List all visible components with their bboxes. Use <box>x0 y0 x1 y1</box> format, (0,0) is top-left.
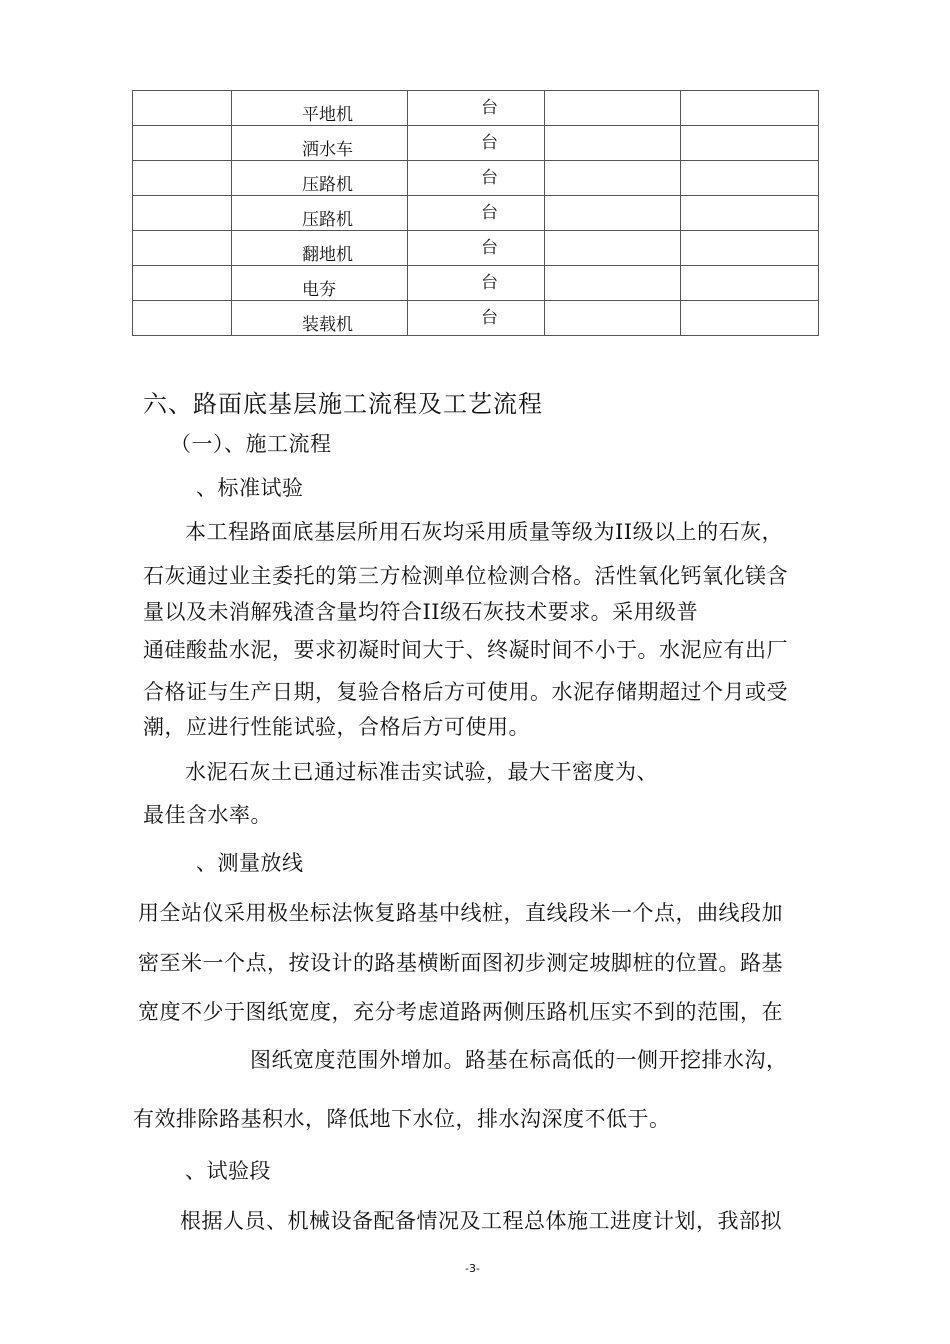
paragraph-line: 宽度不少于图纸宽度，充分考虑道路两侧压路机压实不到的范围，在 <box>138 1000 783 1024</box>
paragraph-line: 本工程路面底基层所用石灰均采用质量等级为II级以上的石灰， <box>185 520 784 544</box>
table-cell-note <box>681 126 819 161</box>
table-row <box>133 91 819 126</box>
paragraph-line: 密至米一个点，按设计的路基横断面图初步测定坡脚桩的位置。路基 <box>138 951 783 975</box>
table-row <box>133 196 819 231</box>
table-cell-note <box>681 301 819 336</box>
table-cell-name <box>232 161 408 196</box>
table-cell-no <box>133 301 232 336</box>
paragraph-line: 量以及未消解残渣含量均符合II级石灰技术要求。采用级普 <box>143 600 699 624</box>
page-number: -3- <box>465 1262 480 1275</box>
cell-text: 台 <box>481 237 498 258</box>
table-cell-qty <box>545 301 681 336</box>
cell-text: 翻地机 <box>302 244 353 265</box>
item-title-standard-test: 、标准试验 <box>196 476 304 500</box>
table-cell-name <box>232 231 408 266</box>
cell-text: 电夯 <box>302 279 336 300</box>
subsection-title: （一）、施工流程 <box>170 432 332 456</box>
cell-text: 台 <box>481 167 498 188</box>
table-cell-qty <box>545 196 681 231</box>
table-cell-unit <box>408 91 545 126</box>
paragraph-line: 水泥石灰土已通过标准击实试验，最大干密度为、 <box>185 760 658 784</box>
table-row <box>133 161 819 196</box>
cell-text: 洒水车 <box>302 139 353 160</box>
table-cell-note <box>681 266 819 301</box>
table-cell-name <box>232 126 408 161</box>
table-cell-note <box>681 161 819 196</box>
paragraph-line: 根据人员、机械设备配备情况及工程总体施工进度计划，我部拟 <box>180 1209 782 1233</box>
table-cell-name <box>232 196 408 231</box>
cell-text: 台 <box>481 272 498 293</box>
cell-text: 台 <box>481 202 498 223</box>
cell-text: 台 <box>481 97 498 118</box>
table-cell-note <box>681 196 819 231</box>
section-title: 六、路面底基层施工流程及工艺流程 <box>143 390 543 418</box>
table-row <box>133 266 819 301</box>
paragraph-line: 图纸宽度范围外增加。路基在标高低的一侧开挖排水沟， <box>250 1048 788 1072</box>
table-cell-qty <box>545 231 681 266</box>
table-row <box>133 231 819 266</box>
cell-text: 平地机 <box>302 104 353 125</box>
paragraph-line: 用全站仪采用极坐标法恢复路基中线桩，直线段米一个点，曲线段加 <box>138 901 783 925</box>
table-cell-no <box>133 196 232 231</box>
table-cell-unit <box>408 161 545 196</box>
cell-text: 台 <box>481 307 498 328</box>
table-cell-no <box>133 126 232 161</box>
table-row <box>133 301 819 336</box>
cell-text: 压路机 <box>302 209 353 230</box>
table-cell-qty <box>545 161 681 196</box>
item-title-survey: 、测量放线 <box>196 851 304 875</box>
table-cell-name <box>232 91 408 126</box>
paragraph-line: 石灰通过业主委托的第三方检测单位检测合格。活性氧化钙氧化镁含 <box>143 564 788 588</box>
table-cell-qty <box>545 266 681 301</box>
paragraph-line: 有效排除路基积水，降低地下水位，排水沟深度不低于。 <box>133 1107 671 1131</box>
table-cell-name <box>232 301 408 336</box>
paragraph-line: 最佳含水率。 <box>143 803 272 827</box>
table-cell-unit <box>408 231 545 266</box>
table-cell-no <box>133 231 232 266</box>
table-row <box>133 126 819 161</box>
equipment-table-body <box>133 91 819 336</box>
table-cell-unit <box>408 126 545 161</box>
table-cell-qty <box>545 91 681 126</box>
paragraph-line: 潮，应进行性能试验，合格后方可使用。 <box>143 715 530 739</box>
cell-text: 压路机 <box>302 174 353 195</box>
table-cell-note <box>681 91 819 126</box>
table-cell-unit <box>408 266 545 301</box>
table-cell-unit <box>408 196 545 231</box>
table-cell-unit <box>408 301 545 336</box>
table-cell-name <box>232 266 408 301</box>
cell-text: 装载机 <box>302 314 353 335</box>
table-cell-note <box>681 231 819 266</box>
paragraph-line: 合格证与生产日期，复验合格后方可使用。水泥存储期超过个月或受 <box>143 680 788 704</box>
item-title-trial-section: 、试验段 <box>185 1159 271 1183</box>
paragraph-line: 通硅酸盐水泥，要求初凝时间大于、终凝时间不小于。水泥应有出厂 <box>143 638 788 662</box>
table-cell-no <box>133 161 232 196</box>
equipment-table <box>132 90 819 336</box>
cell-text: 台 <box>481 132 498 153</box>
table-cell-qty <box>545 126 681 161</box>
table-cell-no <box>133 266 232 301</box>
table-cell-no <box>133 91 232 126</box>
